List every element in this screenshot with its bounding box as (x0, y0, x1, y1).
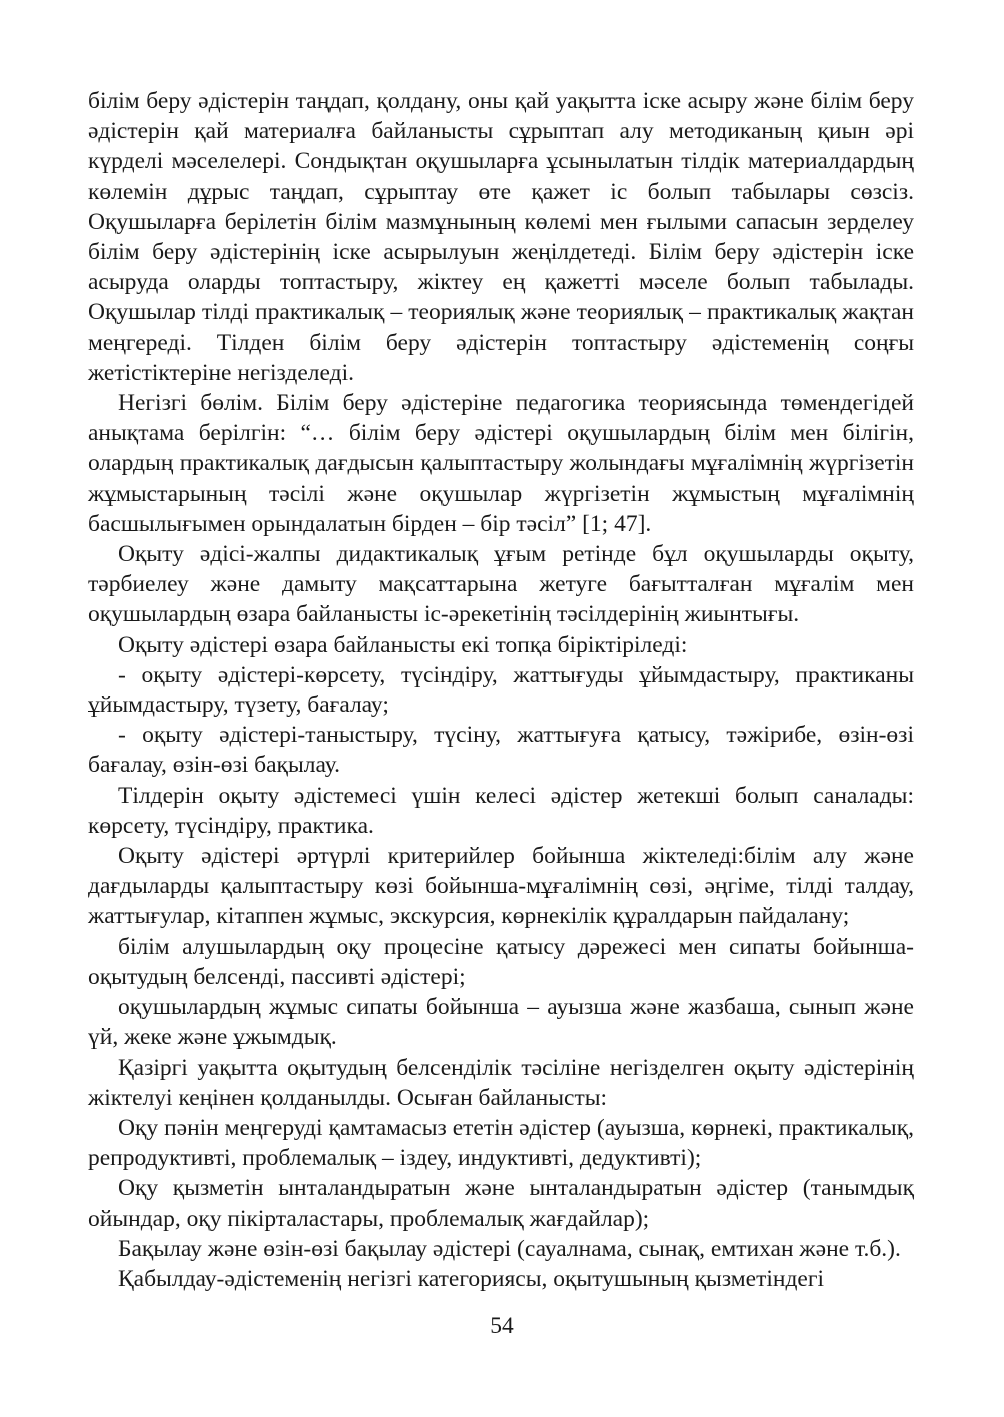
paragraph-6: - оқыту әдістері-таныстыру, түсіну, жаттығуға қатысу, тәжірибе, өзін-өзі бағалау, өзін-өзі бақылау. (88, 722, 914, 779)
paragraph-2: Негізгі бөлім. Білім беру әдістеріне педагогика теориясында төмендегідей анықтама берілгін: “… білім беру әдістері оқушылардың білім мен білігін, олардың практикалық дағдысын қалыптастыру жолындағы мұғалімнің жүргізетін жұмыстарының тәсілі және оқушылар жүргізетін жұмыстың мұғалімнің басшылығымен орындалатын бірден – бір тәсіл” [1; 47]. (88, 390, 914, 537)
page-number: 54 (490, 1313, 514, 1339)
paragraph-10: оқушылардың жұмыс сипаты бойынша – ауызша және жазбаша, сынып және үй, жеке және ұжымдық. (88, 994, 914, 1051)
paragraph-3: Оқыту әдісі-жалпы дидактикалық ұғым ретінде бұл оқушыларды оқыту, тәрбиелеу және дамыту мақсаттарына жетуге бағытталған мұғалім мен оқушылардың өзара байланысты іс-әрекетінің тәсілдерінің жиынтығы. (88, 541, 914, 628)
paragraph-4: Оқыту әдістері өзара байланысты екі топқа біріктіріледі: (118, 631, 688, 658)
paragraph-11: Қазіргі уақытта оқытудың белсенділік тәсіліне негізделген оқыту әдістерінің жіктелуі кеңінен қолданылды. Осыған байланысты: (88, 1054, 914, 1111)
body-text (88, 86, 914, 1294)
paragraph-12: Оқу пәнін меңгеруді қамтамасыз ететін әдістер (ауызша, көрнекі, практикалық, репродуктивті, проблемалық – іздеу, индуктивті, дедуктивті); (88, 1114, 914, 1172)
paragraph-15: Қабылдау-әдістеменің негізгі категориясы, оқытушының қызметіндегі (118, 1265, 824, 1292)
paragraph-5: - оқыту әдістері-көрсету, түсіндіру, жаттығуды ұйымдастыру, практиканы ұйымдастыру, түзету, бағалау; (88, 661, 914, 719)
paragraph-13: Оқу қызметін ынталандыратын және ынталандыратын әдістер (танымдық ойындар, оқу пікірталастары, проблемалық жағдайлар); (88, 1175, 914, 1232)
paragraph-14: Бақылау және өзін-өзі бақылау әдістері (сауалнама, сынақ, емтихан және т.б.). (118, 1235, 901, 1262)
paragraph-7: Тілдерін оқыту әдістемесі үшін келесі әдістер жетекші болып саналады: көрсету, түсіндіру, практика. (88, 782, 914, 839)
paragraph-1: білім беру әдістерін таңдап, қолдану, оны қай уақытта іске асыру және білім беру әдістерін қай материалға байланысты сұрыптап алу методиканың қиын әрі күрделі мәселелері. Сондықтан оқушыларға ұсынылатын тілдік материалдардың көлемін дұрыс таңдап, сұрыптау өте қажет іс болып табылары сөзсіз. Оқушыларға берілетін білім мазмұнының көлемі мен ғылыми сапасын зерделеу білім беру әдістерінің іске асырылуын жеңілдетеді. Білім беру әдістерін іске асыруда оларды топтастыру, жіктеу ең қажетті мәселе болып табылады. Оқушылар тілді практикалық – теориялық және теориялық – практикалық жақтан меңгереді. Тілден білім беру әдістерін топтастыру әдістеменің соңғы жетістіктеріне негізделеді. (88, 88, 914, 386)
paragraph-9: білім алушылардың оқу процесіне қатысу дәрежесі мен сипаты бойынша-оқытудың белсенді, пассивті әдістері; (88, 933, 914, 990)
paragraph-8: Оқыту әдістері әртүрлі критерийлер бойынша жіктеледі:білім алу және дағдыларды қалыптастыру көзі бойынша-мұғалімнің сөзі, әңгіме, тілді талдау, жаттығулар, кітаппен жұмыс, экскурсия, көрнекілік құралдарын пайдалану; (88, 843, 914, 930)
